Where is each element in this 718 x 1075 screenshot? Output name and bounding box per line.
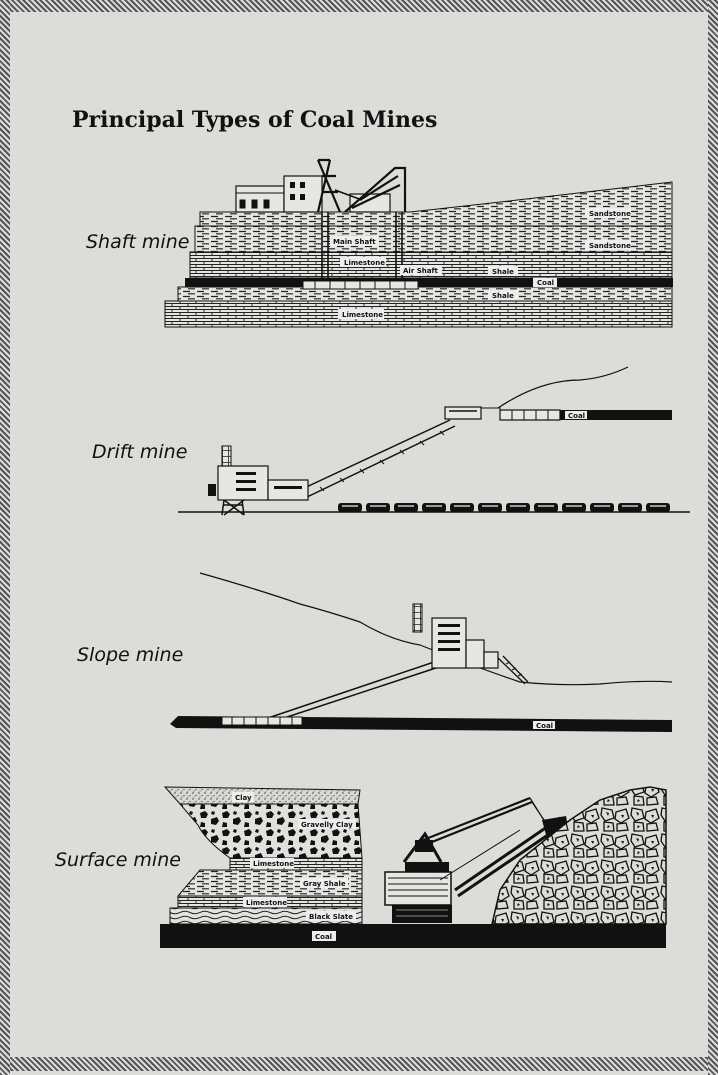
drift-mine-illustration [178, 367, 690, 515]
drift-portal-building [445, 407, 481, 419]
tag-sandstone-2-text: Sandstone [589, 242, 631, 250]
drift-rail-cars [338, 503, 670, 512]
tag-surface-limestone-2-text: Limestone [246, 899, 287, 907]
tag-main-shaft-text: Main Shaft [333, 238, 376, 246]
drift-conveyor [300, 420, 455, 498]
tag-surface-coal-text: Coal [315, 933, 333, 941]
shovel-boom [418, 798, 532, 846]
limestone-layer-1 [230, 858, 362, 870]
slope-cars [222, 717, 302, 725]
label-shaft-mine: Shaft mine [86, 231, 190, 253]
tag-coal-1-text: Coal [537, 279, 555, 287]
tag-limestone-1-text: Limestone [344, 259, 385, 267]
tag-shale-2-text: Shale [492, 292, 514, 300]
surface-coal-seam [160, 924, 666, 948]
gravelly-clay-layer [180, 804, 362, 858]
drift-hillside [498, 367, 628, 408]
drift-cars-entry [500, 410, 560, 420]
tag-shale-1-text: Shale [492, 268, 514, 276]
tag-limestone-2-text: Limestone [342, 311, 383, 319]
tag-gray-shale-text: Gray Shale [303, 880, 346, 888]
tag-surface-limestone-1-text: Limestone [253, 860, 294, 868]
label-drift-mine: Drift mine [92, 441, 188, 463]
tag-sandstone-1-text: Sandstone [589, 210, 631, 218]
tag-slope-coal-text: Coal [536, 722, 554, 730]
slope-tower [413, 604, 422, 632]
tag-drift-coal-text: Coal [568, 412, 586, 420]
shaft-mine-illustration [165, 160, 673, 327]
shale-layer-lower [178, 287, 672, 301]
label-surface-mine: Surface mine [55, 849, 181, 871]
label-slope-mine: Slope mine [77, 644, 184, 666]
tag-air-shaft-text: Air Shaft [403, 267, 438, 275]
coal-seam [185, 278, 673, 287]
surface-mine-illustration [160, 787, 666, 948]
tag-gravelly-clay-text: Gravelly Clay [301, 821, 353, 829]
tag-black-slate-text: Black Slate [309, 913, 353, 921]
drift-tower [222, 446, 231, 466]
clay-layer [165, 787, 360, 804]
poster-title: Principal Types of Coal Mines [72, 107, 438, 133]
slope-tunnel [268, 660, 448, 720]
slope-mine-illustration [170, 573, 672, 732]
limestone-layer-bottom [165, 301, 672, 327]
tag-clay-text: Clay [235, 794, 252, 802]
